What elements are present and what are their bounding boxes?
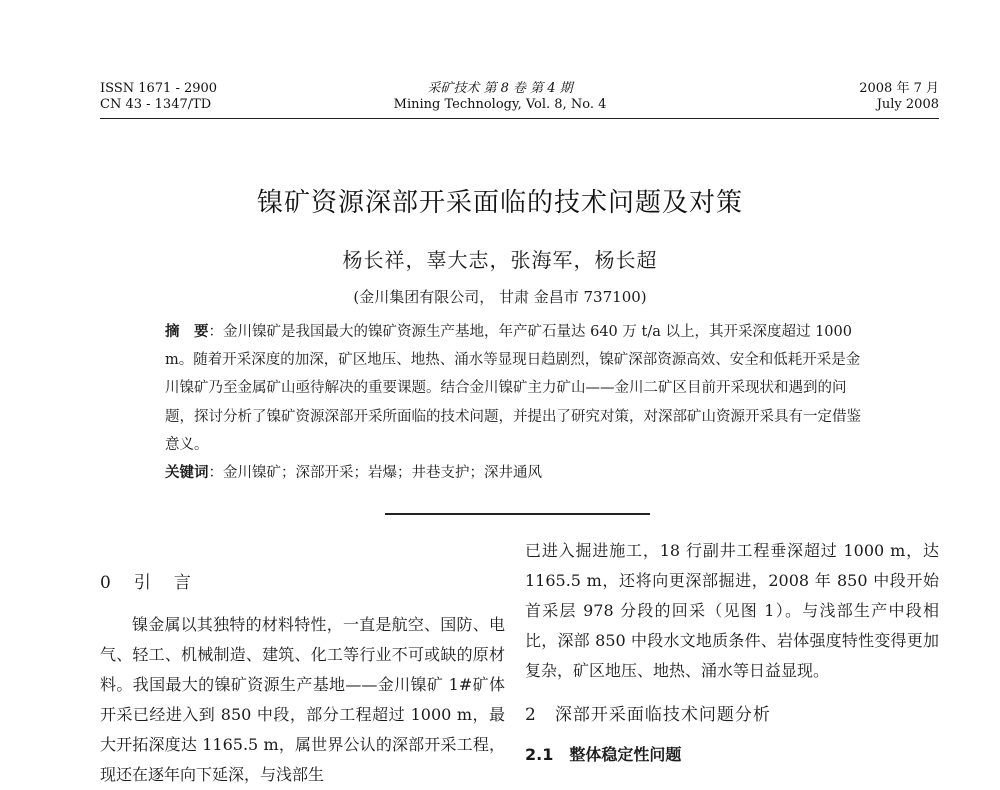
right-column [525, 536, 939, 770]
journal-name-cn: 采矿技术 第 8 卷 第 4 期 [427, 81, 573, 96]
date-en: July 2008 [876, 97, 939, 112]
paper-affiliation: (金川集团有限公司， 甘肃 金昌市 737100) [353, 288, 647, 306]
header-rule [100, 118, 939, 119]
journal-issn-block [100, 81, 217, 113]
paper-authors: 杨长祥，辜大志，张海军，杨长超 [342, 248, 658, 272]
journal-date-block [859, 81, 939, 113]
keywords-text: ：金川镍矿；深部开采；岩爆；井巷支护；深井通风 [208, 465, 542, 482]
keywords-label: 关键词 [165, 465, 209, 482]
section-0-heading: 0 引 言 [100, 573, 194, 593]
section-2-1-heading: 2.1 整体稳定性问题 [525, 745, 682, 764]
left-column [100, 568, 505, 790]
date-cn: 2008 年 7 月 [859, 81, 939, 96]
abstract [165, 318, 863, 487]
journal-name-block [380, 81, 620, 113]
journal-name-en: Mining Technology, Vol. 8, No. 4 [393, 97, 607, 112]
abstract-text: ：金川镍矿是我国最大的镍矿资源生产基地，年产矿石量达 640 万 t/a 以上，其开采深度超过 1000 m。随着开采深度的加深，矿区地压、地热、涌水等显现日趋剧烈，镍矿深部资源高效、安全和低耗开采是金川镍矿乃至金属矿山亟待解决的重要课题。结合金川镍矿主力矿山——金川二矿区目前开采现状和遇到的问题，探讨分析了镍矿资源深部开采所面临的技术问题，并提出了研究对策，对深部矿山资源开采具有一定借鉴意义。 [165, 324, 861, 453]
section-0-paragraph: 镍金属以其独特的材料特性，一直是航空、国防、电气、轻工、机械制造、建筑、化工等行业不可或缺的原材料。我国最大的镍矿资源生产基地——金川镍矿 1#矿体开采已经进入到 850 中段，部分工程超过 1000 m，最大开拓深度达 1165.5 m，属世界公认的深部开采工程，现还在逐年向下延深，与浅部生 [100, 615, 505, 784]
paper-title: 镍矿资源深部开采面临的技术问题及对策 [256, 188, 743, 218]
cn-number: CN 43 - 1347/TD [100, 97, 212, 112]
keywords [165, 459, 863, 487]
abstract-body [165, 318, 863, 459]
right-column-paragraph: 已进入掘进施工，18 行副井工程垂深超过 1000 m，达 1165.5 m，还将向更深部掘进，2008 年 850 中段开始首采层 978 分段的回采（见图 1）。与浅部生产中段相比，深部 850 中段水文地质条件、岩体强度特性变得更加复杂，矿区地压、地热、涌水等日益显现。 [525, 541, 939, 680]
issn: ISSN 1671 - 2900 [100, 81, 218, 96]
abstract-label: 摘 要 [165, 324, 209, 340]
section-2-heading: 2 深部开采面临技术问题分析 [525, 705, 771, 725]
abstract-separator [385, 513, 650, 515]
